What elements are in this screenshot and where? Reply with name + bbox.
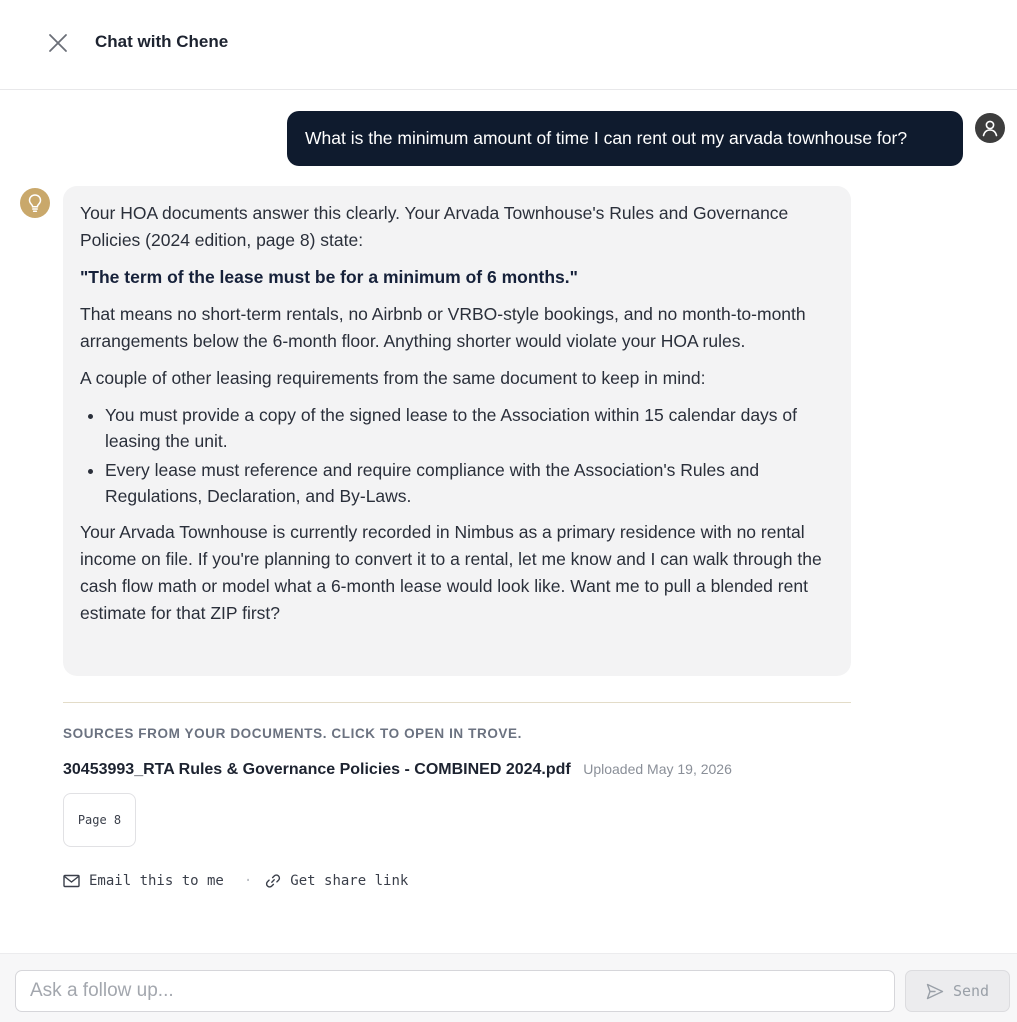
user-message: What is the minimum amount of time I can rent out my arvada townhouse for?	[287, 111, 963, 166]
requirements-list	[105, 402, 833, 509]
link-icon	[265, 873, 281, 889]
list-item: • Every lease must reference and require compliance with the Association's Rules and Regulations, Declaration, and By-Laws.	[105, 457, 833, 509]
page-title: Chat with Chene	[95, 32, 229, 51]
close-button[interactable]	[44, 29, 72, 57]
followup-input[interactable]	[15, 970, 895, 1012]
lightbulb-icon	[26, 193, 44, 213]
send-icon	[926, 983, 944, 1000]
assistant-avatar	[20, 188, 50, 218]
user-avatar	[975, 113, 1005, 143]
assistant-paragraph: That means no short-term rentals, no Airbnb or VRBO-style bookings, and no month-to-month arrangements below the 6-month floor. Anything shorter would violate your HOA rules.	[80, 304, 806, 351]
source-file-link[interactable]: 30453993_RTA Rules & Governance Policies - COMBINED 2024.pdf	[63, 761, 571, 778]
divider	[63, 702, 851, 703]
send-button[interactable]	[905, 970, 1010, 1012]
user-icon	[980, 118, 1000, 138]
email-button[interactable]	[63, 873, 224, 889]
action-separator: ·	[243, 873, 253, 889]
page-chip[interactable]: Page 8	[63, 793, 136, 847]
close-icon	[48, 33, 68, 53]
assistant-paragraph: Your HOA documents answer this clearly. Your Arvada Townhouse's Rules and Governance Policies (2024 edition, page 8) state:	[80, 203, 789, 250]
chat-header	[0, 0, 1017, 90]
assistant-paragraph: A couple of other leasing requirements from the same document to keep in mind:	[80, 368, 706, 388]
source-upload-date: Uploaded May 19, 2026	[583, 761, 732, 777]
message-actions	[63, 870, 408, 892]
source-file	[63, 761, 732, 779]
email-button-label: Email this to me	[89, 873, 224, 889]
assistant-message	[63, 186, 851, 676]
share-link-label: Get share link	[290, 873, 409, 889]
assistant-paragraph: Your Arvada Townhouse is currently recorded in Nimbus as a primary residence with no rental income on file. If you're planning to convert it to a rental, let me know and I can walk through the cash flow math or model what a 6-month lease would look like. Want me to pull a blended rent estimate for that ZIP first?	[80, 522, 822, 623]
list-item: • You must provide a copy of the signed lease to the Association within 15 calendar days of leasing the unit.	[105, 402, 833, 454]
mail-icon	[63, 874, 80, 888]
sources-label: SOURCES FROM YOUR DOCUMENTS. CLICK TO OPEN IN TROVE.	[63, 726, 522, 741]
share-link-button[interactable]	[265, 873, 408, 889]
assistant-quote: "The term of the lease must be for a minimum of 6 months."	[80, 267, 578, 287]
send-button-label: Send	[952, 982, 990, 1000]
composer	[0, 953, 1017, 1022]
